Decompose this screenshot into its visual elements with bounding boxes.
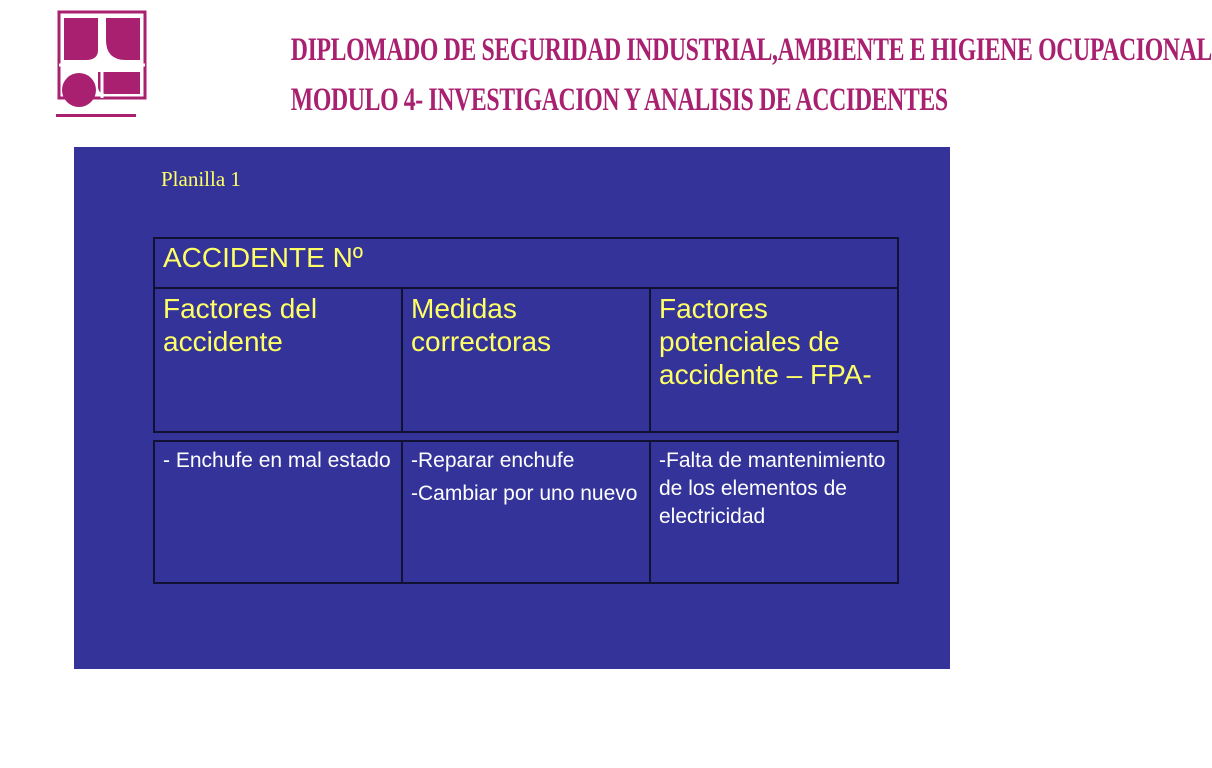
- header-table: [153, 237, 899, 433]
- table-header-row: [154, 288, 898, 432]
- header-title-line2: MODULO 4- INVESTIGACION Y ANALISIS DE ACCIDENTES: [290, 82, 948, 118]
- cell-factores: - Enchufe en mal estado: [154, 441, 402, 583]
- page-header: [290, 30, 1212, 120]
- column-header-medidas: Medidas correctoras: [402, 288, 650, 432]
- table-row: [154, 441, 898, 583]
- header-title-line1: DIPLOMADO DE SEGURIDAD INDUSTRIAL,AMBIENTE E HIGIENE OCUPACIONAL: [290, 32, 1212, 68]
- medida-item: -Cambiar por uno nuevo: [411, 482, 638, 505]
- planilla-label: Planilla 1: [161, 167, 241, 191]
- cell-fpa: -Falta de mantenimiento de los elementos de electricidad: [650, 441, 898, 583]
- column-header-factores: Factores del accidente: [154, 288, 402, 432]
- accident-number-cell: ACCIDENTE Nº: [154, 238, 898, 288]
- slide-panel: [74, 147, 950, 669]
- university-logo-icon: [56, 10, 148, 120]
- medida-item: -Reparar enchufe: [411, 449, 575, 472]
- column-header-fpa: Factores potenciales de accidente – FPA-: [650, 288, 898, 432]
- cell-medidas: [402, 441, 650, 583]
- data-table: [153, 440, 899, 584]
- table-title-row: [154, 238, 898, 288]
